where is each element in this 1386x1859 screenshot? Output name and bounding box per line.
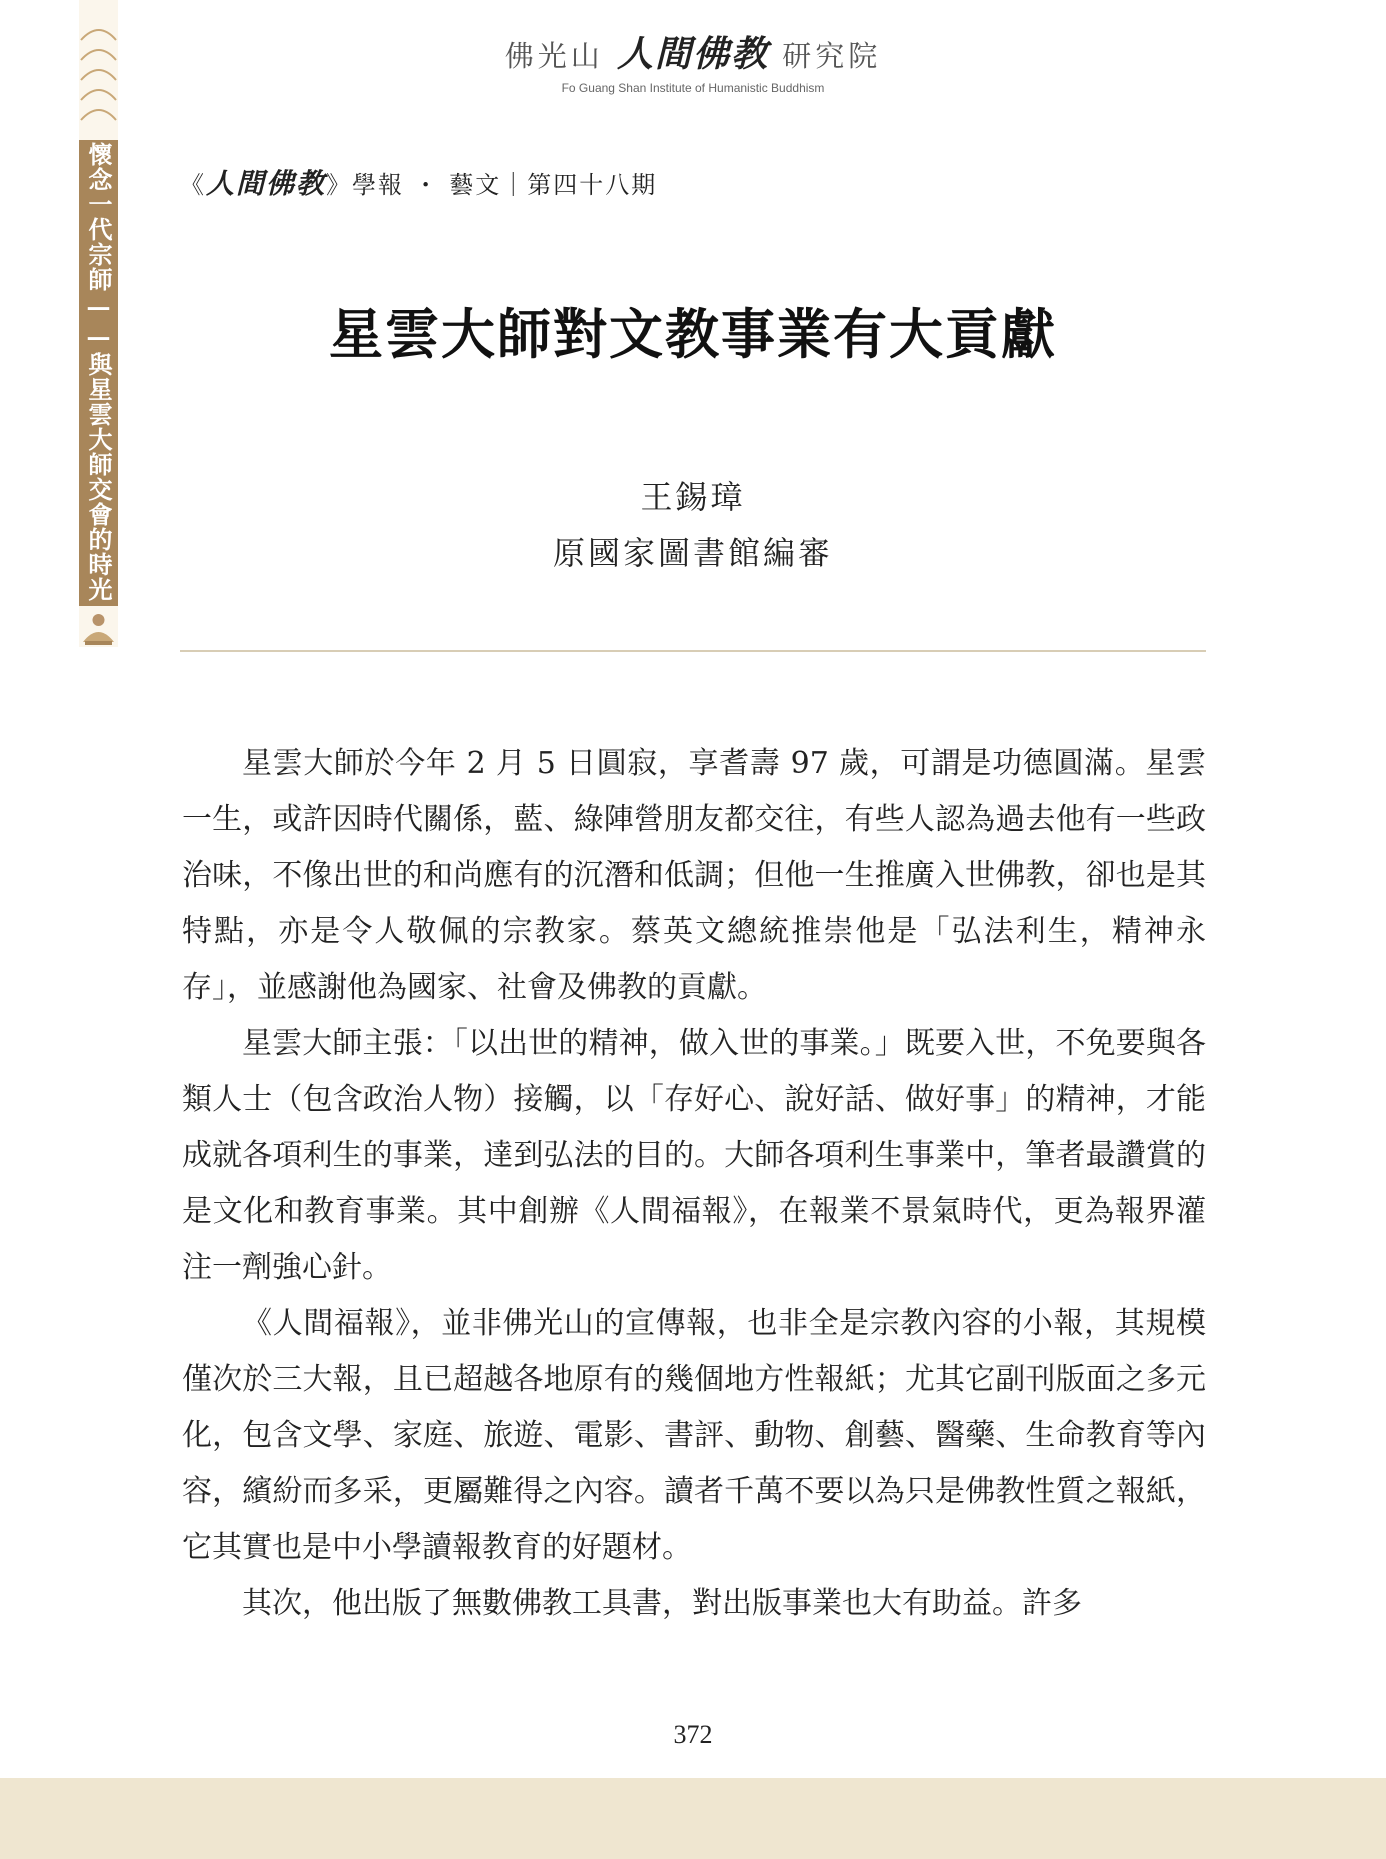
institute-brand: 人間佛教: [616, 33, 769, 75]
journal-brand: 人間佛教: [206, 167, 327, 200]
divider-rule: [180, 650, 1206, 652]
article-body: [182, 736, 1206, 1632]
journal-issue: 學報 ・ 藝文｜第四十八期: [352, 171, 658, 199]
sidebar-ornament-bottom: [79, 606, 118, 647]
institute-english-name: Fo Guang Shan Institute of Humanistic Buddhism: [561, 81, 825, 95]
body-paragraph: 星雲大師主張：「以出世的精神，做入世的事業。」既要入世，不免要與各類人士（包含政治人物）接觸，以「存好心、說好話、做好事」的精神，才能成就各項利生的事業，達到弘法的目的。大師各項利生事業中，筆者最讚賞的是文化和教育事業。其中創辦《人間福報》，在報業不景氣時代，更為報界灌注一劑強心針。: [182, 1026, 1206, 1285]
article-title: 星雲大師對文教事業有大貢獻: [329, 302, 1057, 366]
institute-header: [0, 26, 1386, 95]
journal-open-quote: 《: [180, 171, 206, 199]
body-paragraph: 《人間福報》，並非佛光山的宣傳報，也非全是宗教內容的小報，其規模僅次於三大報，且已超越各地原有的幾個地方性報紙；尤其它副刊版面之多元化，包含文學、家庭、旅遊、電影、書評、動物、創藝、醫藥、生命教育等內容，繽紛而多采，更屬難得之內容。讀者千萬不要以為只是佛教性質之報紙，它其實也是中小學讀報教育的好題材。: [182, 1306, 1206, 1565]
sidebar-section-title: 懷念一代宗師——與星雲大師交會的時光: [84, 142, 113, 602]
institute-name-suffix: 研究院: [782, 39, 882, 73]
author-affiliation: 原國家圖書館編審: [552, 534, 833, 572]
article-author: 王錫璋: [640, 478, 746, 516]
body-paragraph: 星雲大師於今年 2 月 5 日圓寂，享耆壽 97 歲，可謂是功德圓滿。星雲一生，或許因時代關係，藍、綠陣營朋友都交往，有些人認為過去他有一些政治味，不像出世的和尚應有的沉潛和低調；但他一生推廣入世佛教，卻也是其特點，亦是令人敬佩的宗教家。蔡英文總統推崇他是「弘法利生，精神永存」，並感謝他為國家、社會及佛教的貢獻。: [182, 746, 1206, 1005]
page-number: 372: [673, 1720, 713, 1749]
lotus-ornament-icon: [79, 606, 118, 647]
body-paragraph: 其次，他出版了無數佛教工具書，對出版事業也大有助益。許多: [242, 1586, 1082, 1621]
journal-close-quote: 》: [326, 171, 353, 199]
institute-name-prefix: 佛光山: [504, 39, 604, 73]
footer-band: [0, 1778, 1386, 1859]
institute-name: [0, 26, 1386, 77]
journal-header: [180, 162, 657, 202]
